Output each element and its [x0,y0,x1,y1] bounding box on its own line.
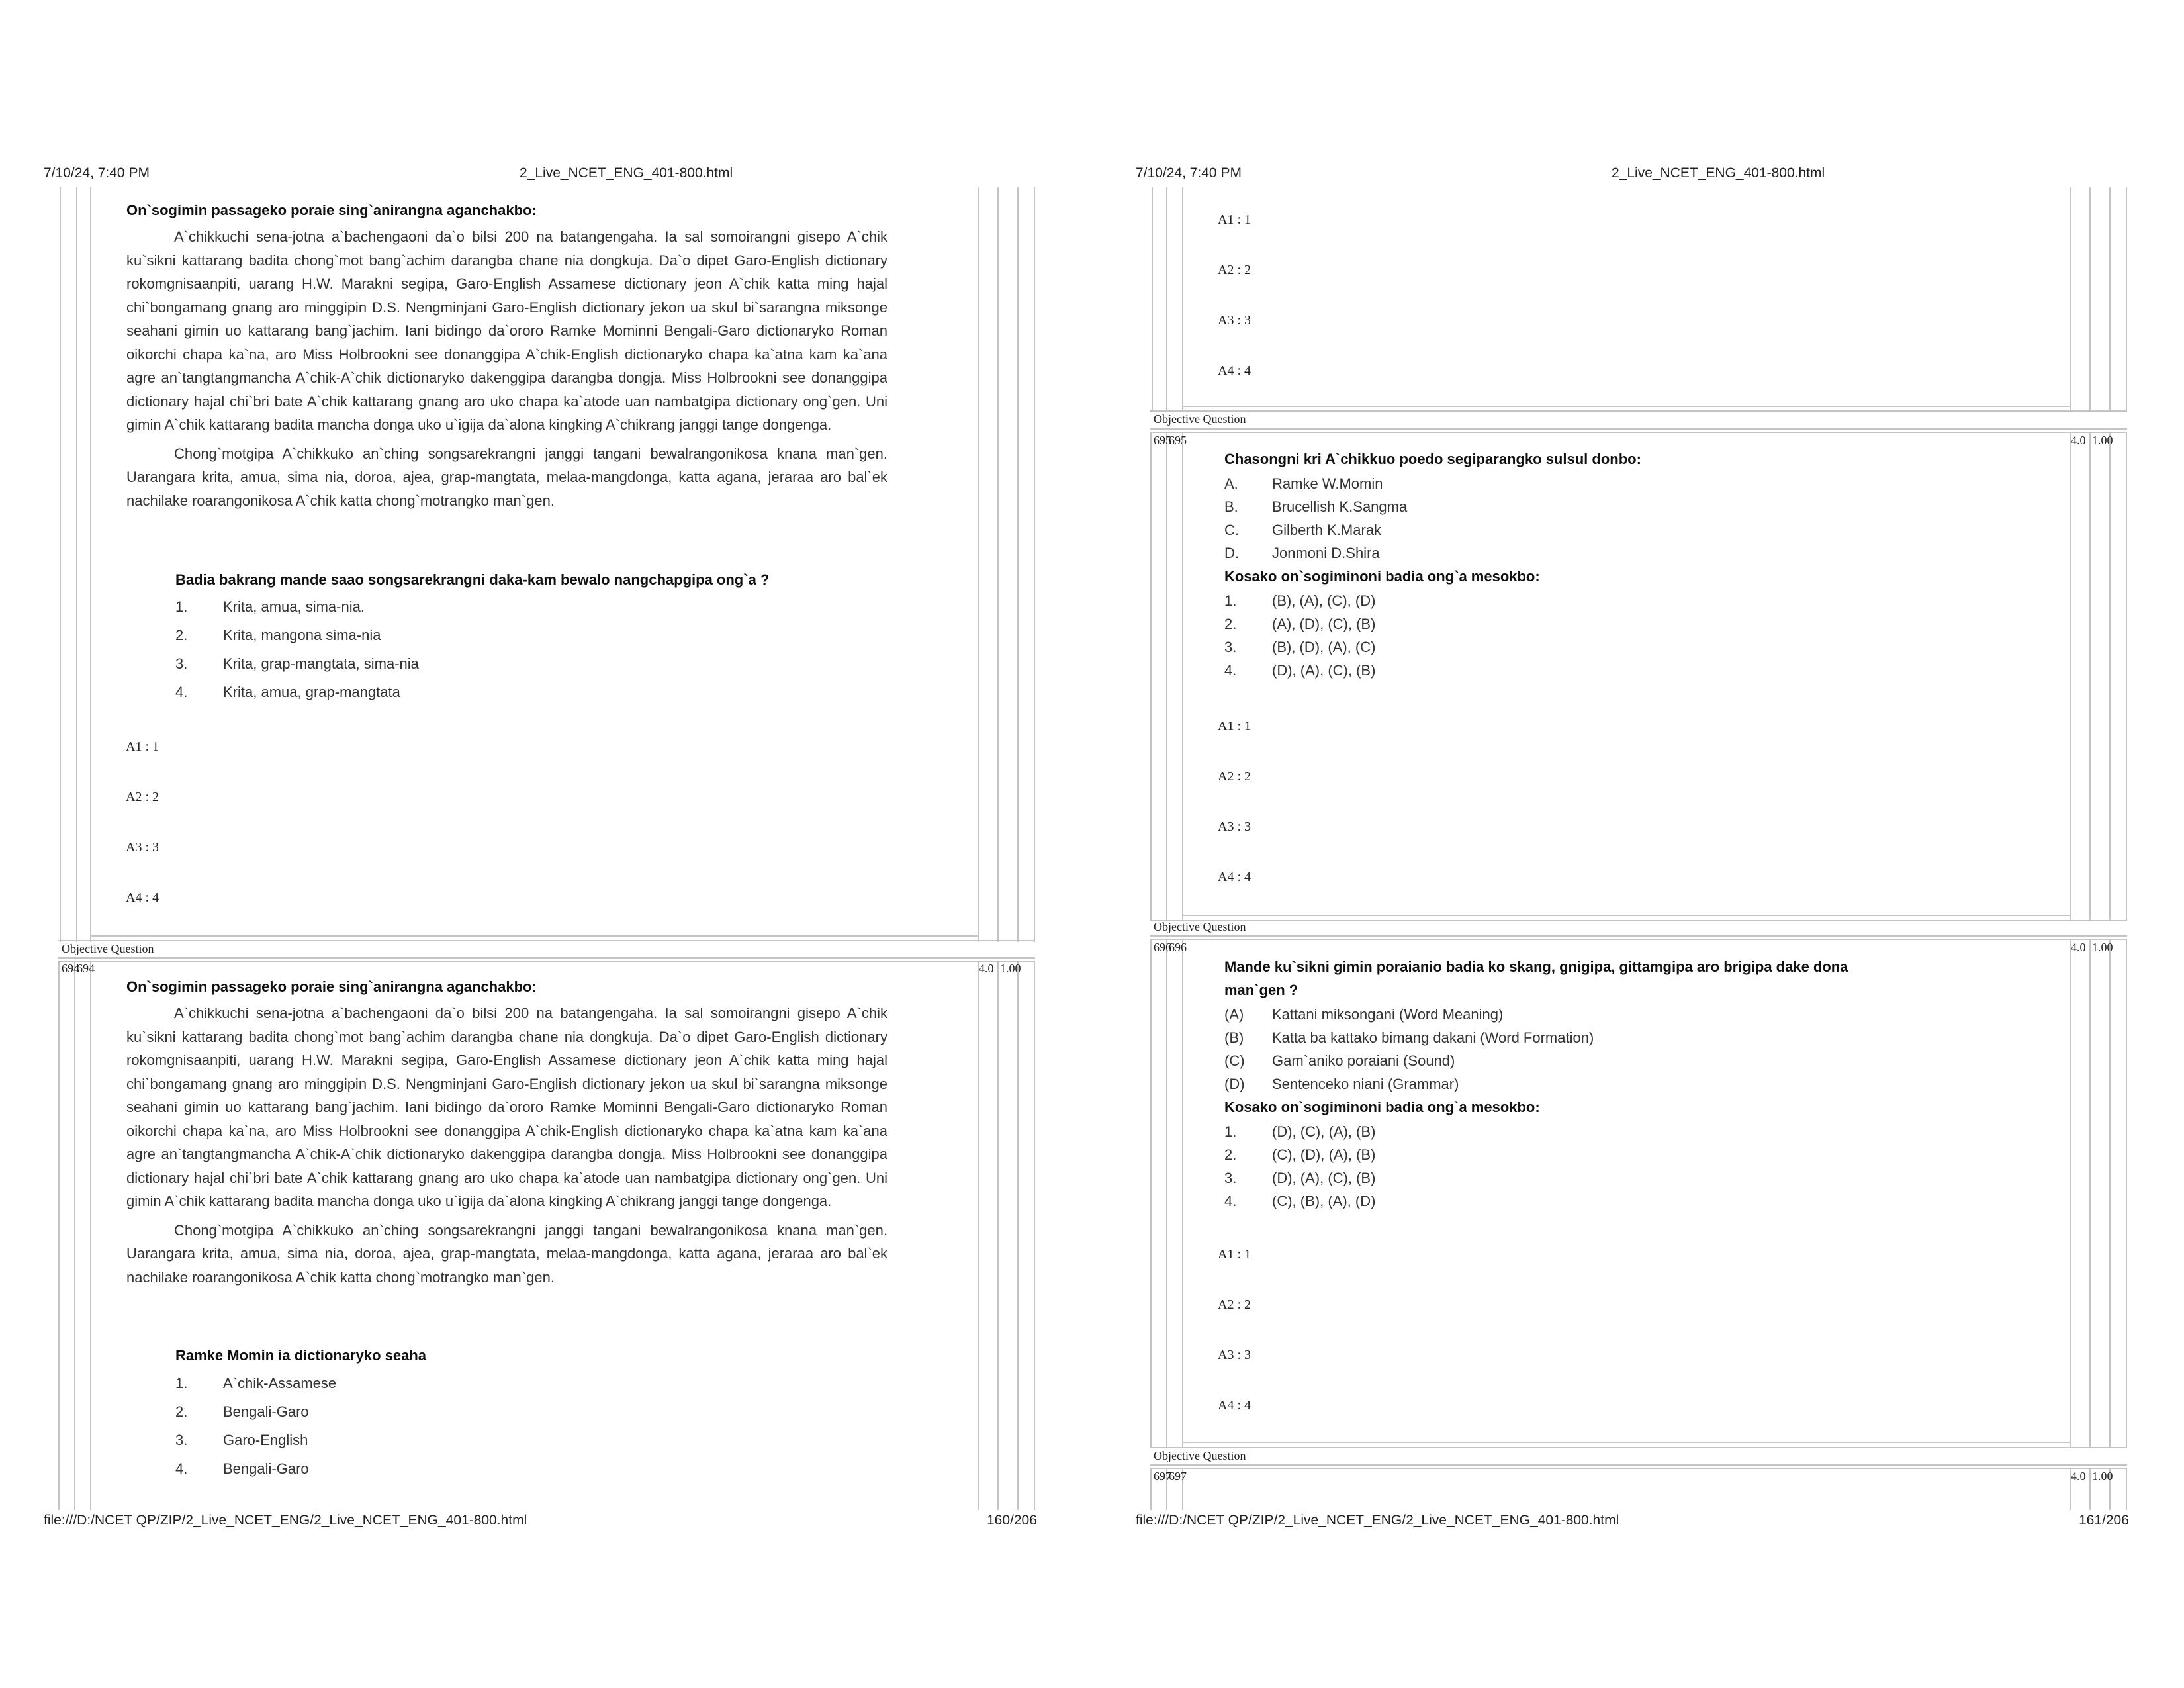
table-border [2126,187,2127,412]
print-title: 2_Live_NCET_ENG_401-800.html [520,165,733,181]
answer-key-4: A4 : 4 [126,890,159,905]
question-number: 697 [1154,1470,1171,1483]
table-border [1152,187,1153,412]
option-4: 4. (D), (A), (C), (B) [1224,662,1376,679]
print-datetime: 7/10/24, 7:40 PM [44,165,150,181]
option-1: 1. (D), (C), (A), (B) [1224,1123,1376,1140]
option-3: 3. (D), (A), (C), (B) [1224,1170,1376,1186]
option-2: 2. Krita, mangona sima-nia [175,627,381,643]
answer-key-4: A4 : 4 [1218,870,1251,884]
table-border [1166,939,1167,1448]
question-number: 695 [1154,434,1171,447]
passage-heading: On`sogimin passageko poraie sing`anirangna aganchakbo: [126,202,537,218]
table-border [2089,432,2091,921]
passage [126,225,887,512]
table-border [1150,935,2127,937]
option-4: 4. (C), (B), (A), (D) [1224,1193,1376,1209]
question-type-label: Objective Question [1154,1449,1246,1462]
question-id: 695 [1169,434,1187,447]
table-border [1166,187,1167,412]
option-3: 3. (B), (D), (A), (C) [1224,639,1376,655]
instruction-text: Kosako on`sogiminoni badia ong`a mesokbo: [1224,1099,1540,1115]
answer-key-3: A3 : 3 [126,840,159,855]
table-border [58,957,1035,959]
option-2: 2. Bengali-Garo [175,1403,309,1420]
table-border [978,961,979,1510]
list-item-c: C. Gilberth K.Marak [1224,522,1382,538]
table-border [1182,1442,2070,1443]
list-item-c: (C) Gam`aniko poraiani (Sound) [1224,1053,1455,1069]
table-border [60,187,61,942]
answer-key-2: A2 : 2 [126,790,159,804]
page-number: 161/206 [2079,1513,2129,1528]
print-datetime: 7/10/24, 7:40 PM [1136,165,1242,181]
table-border [90,187,91,942]
option-2: 2. (C), (D), (A), (B) [1224,1147,1376,1163]
page-161 [1092,0,2184,1688]
table-border [997,961,999,1510]
answer-key-1: A1 : 1 [1218,1247,1251,1262]
question-row [1150,1468,2127,1510]
table-border [1150,1464,2127,1466]
list-item-b: B. Brucellish K.Sangma [1224,498,1408,515]
option-4: 4. Bengali-Garo [175,1460,309,1477]
option-1: 1. (B), (A), (C), (D) [1224,592,1376,609]
question-id: 697 [1169,1470,1187,1483]
question-number: 694 [62,962,79,975]
negative-marks: 1.00 [2092,434,2113,447]
passage [126,1002,887,1289]
table-border [76,187,77,942]
table-border [58,940,1035,941]
table-border [2089,187,2091,412]
answer-key-1: A1 : 1 [1218,212,1251,227]
list-item-b: (B) Katta ba kattako bimang dakani (Word Formation) [1224,1029,1594,1046]
list-item-d: (D) Sentenceko niani (Grammar) [1224,1076,1459,1092]
marks: 4.0 [2071,1470,2086,1483]
table-border [1150,410,2127,412]
list-item-a: A. Ramke W.Momin [1224,475,1383,492]
table-border [2109,187,2111,412]
table-border [1182,939,1183,1448]
table-border [1017,187,1019,942]
question-id: 696 [1169,941,1187,954]
answer-key-2: A2 : 2 [1218,769,1251,784]
passage-paragraph: A`chikkuchi sena-jotna a`bachengaoni da`o bilsi 200 na batangengaha. Ia sal somoirangni gisepo A`chik ku`sikni kattarang badita chong`mot bang`achim darangba chane nia dongkuja. Da`o dipet Garo-English dictionary rokomgnisaanpiti, uarang H.W. Marakni segipa, Garo-English Assamese dictionary jeon A`chik katta ming hajal chi`bongamang gnang aro minggipin D.S. Nengminjani Garo-English dictionary jekon ua skul bi`sarangna miksonge seahani gimin uo kattarang bang`jachim. Iani bidingo da`ororo Ramke Mominni Bengali-Garo dictionaryko Roman oikorchi chapa ka`na, aro Miss Holbrookni see donanggipa A`chik-English dictionaryko chapa ka`atna kam ka`ana agre an`tangtangmancha A`chik-A`chik dictionaryko dakenggipa darangba dongja. Miss Holbrookni see donanggipa dictionary hajal chi`bri bate A`chik kattarang gnang aro uko chapa ka`atode uan nambatgipa dictionary ong`gen. Uni gimin A`chik kattarang badita mancha donga uko u`igija da`alona kingking A`chikrang janggi tange dongenga. [126,228,887,433]
passage-paragraph: Chong`motgipa A`chikkuko an`ching songsarekrangni janggi tangani bewalrangonikosa knana man`gen. Uarangara krita, amua, sima nia, doroa, ajea, grap-mangtata, melaa-mangdonga, katta agana, jeraraa aro bal`ek nachilake roarangonikosa A`chik katta chong`motrangko man`gen. [126,1221,887,1286]
marks: 4.0 [2071,941,2086,954]
marks: 4.0 [979,962,994,975]
table-border [1182,406,2070,407]
question-text: Ramke Momin ia dictionaryko seaha [175,1347,427,1364]
answer-key-2: A2 : 2 [1218,1297,1251,1312]
question-number: 696 [1154,941,1171,954]
negative-marks: 1.00 [2092,1470,2113,1483]
instruction-text: Kosako on`sogiminoni badia ong`a mesokbo: [1224,568,1540,585]
question-text: man`gen ? [1224,982,1298,998]
table-border [1182,187,1183,412]
table-border [90,935,978,937]
negative-marks: 1.00 [2092,941,2113,954]
table-border [2109,939,2111,1448]
option-3: 3. Garo-English [175,1432,308,1448]
print-file-path: file:///D:/NCET QP/ZIP/2_Live_NCET_ENG/2_Live_NCET_ENG_401-800.html [44,1513,527,1528]
table-border [2070,187,2071,412]
table-border [2070,939,2071,1448]
table-border [2070,432,2071,921]
print-file-path: file:///D:/NCET QP/ZIP/2_Live_NCET_ENG/2_Live_NCET_ENG_401-800.html [1136,1513,1619,1528]
answer-key-4: A4 : 4 [1218,363,1251,378]
table-border [978,187,979,942]
table-border [1182,432,1183,921]
print-title: 2_Live_NCET_ENG_401-800.html [1612,165,1825,181]
answer-key-3: A3 : 3 [1218,313,1251,328]
passage-heading: On`sogimin passageko poraie sing`anirangna aganchakbo: [126,978,537,995]
question-text: Mande ku`sikni gimin poraianio badia ko skang, gnigipa, gittamgipa aro brigipa dake dona [1224,959,1848,975]
table-border [1166,432,1167,921]
table-border [1017,961,1019,1510]
question-id: 694 [77,962,95,975]
option-1: 1. Krita, amua, sima-nia. [175,598,365,615]
answer-key-3: A3 : 3 [1218,1348,1251,1362]
marks: 4.0 [2071,434,2086,447]
question-text: Badia bakrang mande saao songsarekrangni daka-kam bewalo nangchapgipa ong`a ? [175,571,770,588]
option-4: 4. Krita, amua, grap-mangtata [175,684,400,700]
table-border [2089,939,2091,1448]
question-type-label: Objective Question [1154,412,1246,426]
question-type-label: Objective Question [1154,920,1246,933]
list-item-d: D. Jonmoni D.Shira [1224,545,1380,561]
question-text: Chasongni kri A`chikkuo poedo segiparangko sulsul donbo: [1224,451,1641,467]
passage-paragraph: A`chikkuchi sena-jotna a`bachengaoni da`o bilsi 200 na batangengaha. Ia sal somoirangni gisepo A`chik ku`sikni kattarang badita chong`mot bang`achim darangba chane nia dongkuja. Da`o dipet Garo-English dictionary rokomgnisaanpiti, uarang H.W. Marakni segipa, Garo-English Assamese dictionary jeon A`chik katta ming hajal chi`bongamang gnang aro minggipin D.S. Nengminjani Garo-English dictionary jekon ua skul bi`sarangna miksonge seahani gimin uo kattarang bang`jachim. Iani bidingo da`ororo Ramke Mominni Bengali-Garo dictionaryko Roman oikorchi chapa ka`na, aro Miss Holbrookni see donanggipa A`chik-English dictionaryko chapa ka`atna kam ka`ana agre an`tangtangmancha A`chik-A`chik dictionaryko dakenggipa darangba dongja. Miss Holbrookni see donanggipa dictionary hajal chi`bri bate A`chik kattarang gnang aro uko chapa ka`atode uan nambatgipa dictionary ong`gen. Uni gimin A`chik kattarang badita mancha donga uko u`igija da`alona kingking A`chikrang janggi tange dongenga. [126,1005,887,1209]
answer-key-2: A2 : 2 [1218,263,1251,277]
table-border [1034,187,1035,942]
table-border [1182,915,2070,916]
table-border [74,961,75,1510]
question-type-label: Objective Question [62,942,154,955]
table-border [90,961,91,1510]
list-item-a: (A) Kattani miksongani (Word Meaning) [1224,1006,1504,1023]
answer-key-3: A3 : 3 [1218,820,1251,834]
table-border [997,187,999,942]
option-3: 3. Krita, grap-mangtata, sima-nia [175,655,419,672]
table-border [1150,428,2127,430]
negative-marks: 1.00 [1000,962,1021,975]
page-number: 160/206 [987,1513,1037,1528]
table-border [2089,1468,2091,1510]
answer-key-4: A4 : 4 [1218,1398,1251,1413]
option-1: 1. A`chik-Assamese [175,1375,337,1391]
answer-key-1: A1 : 1 [1218,719,1251,733]
passage-paragraph: Chong`motgipa A`chikkuko an`ching songsarekrangni janggi tangani bewalrangonikosa knana man`gen. Uarangara krita, amua, sima nia, doroa, ajea, grap-mangtata, melaa-mangdonga, katta agana, jeraraa aro bal`ek nachilake roarangonikosa A`chik katta chong`motrangko man`gen. [126,445,887,509]
answer-key-1: A1 : 1 [126,739,159,754]
table-border [2109,432,2111,921]
option-2: 2. (A), (D), (C), (B) [1224,616,1376,632]
